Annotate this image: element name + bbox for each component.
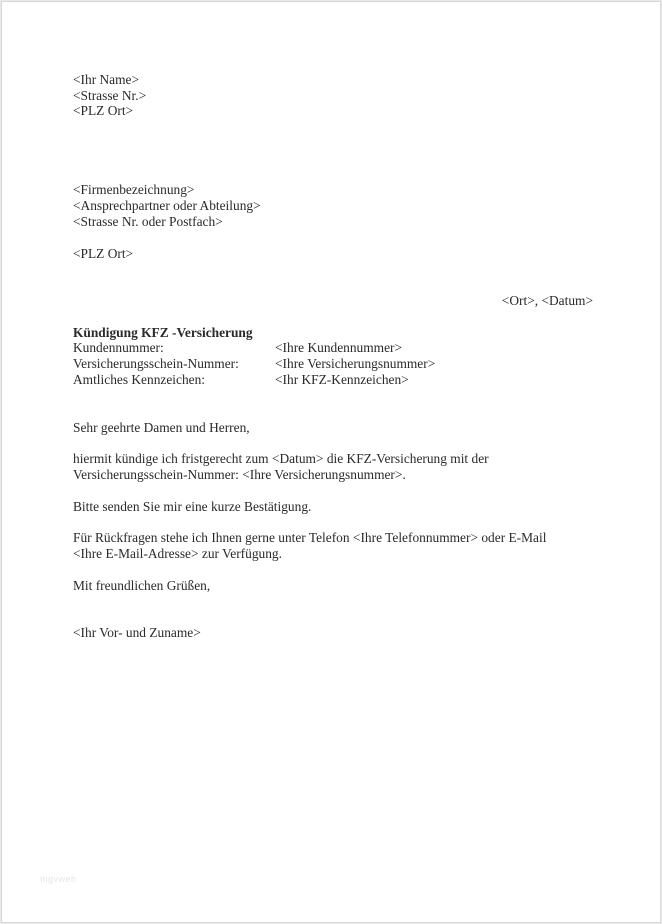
- watermark: mgvweb: [40, 874, 77, 884]
- letter-page: [1, 1, 661, 923]
- body-paragraph-2: Bitte senden Sie mir eine kurze Bestätigung.: [73, 499, 312, 514]
- detail-value-policy-number: <Ihre Versicherungsnummer>: [275, 356, 436, 371]
- body-paragraph-1-line-1: hiermit kündige ich fristgerecht zum <Datum> die KFZ-Versicherung mit der: [73, 451, 489, 466]
- detail-value-license-plate: <Ihr KFZ-Kennzeichen>: [275, 372, 409, 387]
- body-paragraph-3-line-2: <Ihre E-Mail-Adresse> zur Verfügung.: [73, 546, 282, 561]
- detail-label-license-plate: Amtliches Kennzeichen:: [73, 372, 205, 387]
- detail-label-customer-number: Kundennummer:: [73, 340, 164, 355]
- detail-value-customer-number: <Ihre Kundennummer>: [275, 340, 403, 355]
- subject-line: Kündigung KFZ -Versicherung: [73, 325, 253, 340]
- body-paragraph-3-line-1: Für Rückfragen stehe ich Ihnen gerne unter Telefon <Ihre Telefonnummer> oder E-Mail: [73, 530, 547, 545]
- recipient-company: <Firmenbezeichnung>: [73, 182, 195, 197]
- recipient-city: <PLZ Ort>: [73, 246, 134, 261]
- detail-label-policy-number: Versicherungsschein-Nummer:: [73, 356, 239, 371]
- sender-name: <Ihr Name>: [73, 72, 140, 87]
- salutation: Sehr geehrte Damen und Herren,: [73, 420, 250, 435]
- sender-city: <PLZ Ort>: [73, 103, 134, 118]
- recipient-contact: <Ansprechpartner oder Abteilung>: [73, 198, 261, 213]
- closing: Mit freundlichen Grüßen,: [73, 578, 211, 593]
- place-date: <Ort>, <Datum>: [501, 293, 593, 308]
- signature-placeholder: <Ihr Vor- und Zuname>: [73, 625, 201, 640]
- sender-street: <Strasse Nr.>: [73, 88, 147, 103]
- recipient-street: <Strasse Nr. oder Postfach>: [73, 214, 223, 229]
- body-paragraph-1-line-2: Versicherungsschein-Nummer: <Ihre Versicherungsnummer>.: [73, 467, 406, 482]
